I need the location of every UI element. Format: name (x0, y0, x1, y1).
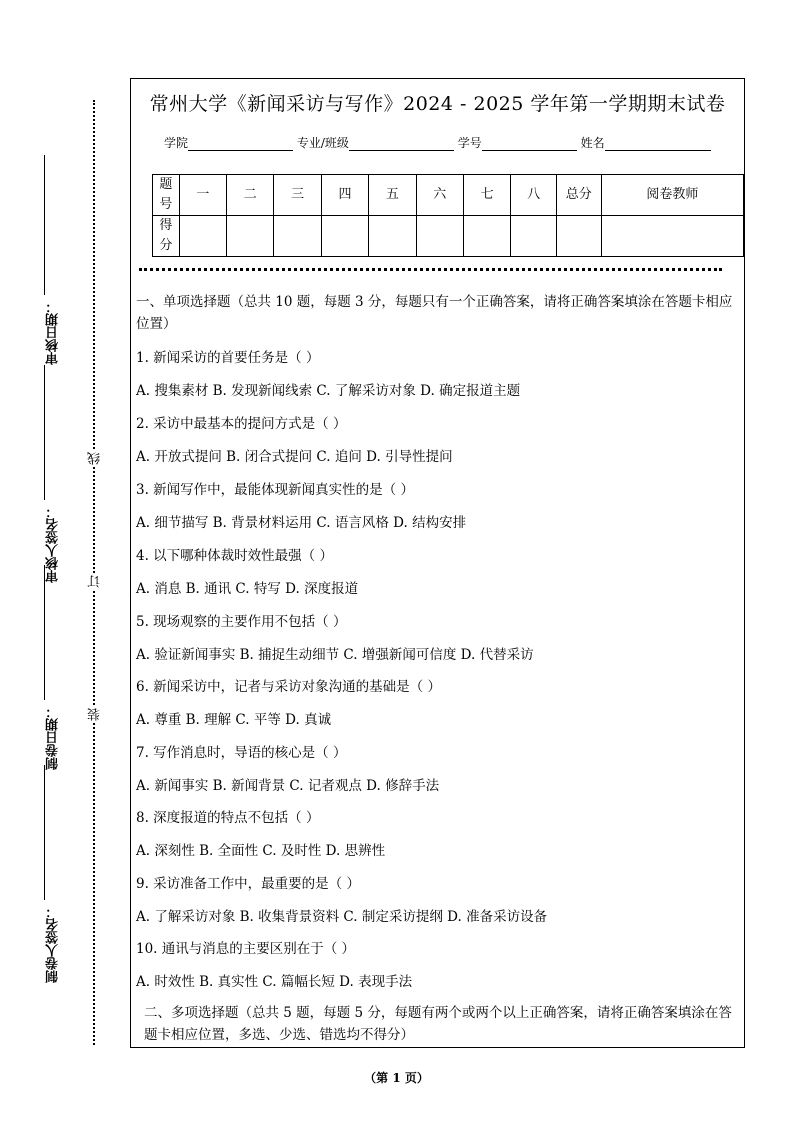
exam-title: 常州大学《新闻采访与写作》2024 - 2025 学年第一学期期末试卷 (149, 93, 726, 115)
major-class-field[interactable] (349, 136, 454, 151)
student-no-label: 学号 (457, 136, 482, 150)
question-3: 3. 新闻写作中，最能体现新闻真实性的是（ ） (136, 482, 414, 498)
options-7: A. 新闻事实 B. 新闻背景 C. 记者观点 D. 修辞手法 (136, 778, 440, 794)
question-4: 4. 以下哪种体裁时效性最强（ ） (136, 548, 333, 564)
separator-dotted-line (139, 268, 722, 271)
student-info-row (164, 134, 711, 151)
maker-date-line (44, 565, 45, 700)
section2-heading: 二、多项选择题（总共 5 题，每题 5 分，每题有两个或两个以上正确答案，请将正确答案填涂在答题卡相应位置，多选、少选、错选均不得分） (144, 1005, 732, 1043)
name-field[interactable] (605, 136, 711, 151)
score-cell[interactable] (416, 216, 463, 257)
reviewer-date-label: 审核日期： (46, 300, 61, 365)
question-2: 2. 采访中最基本的提问方式是（ ） (136, 416, 347, 432)
options-3: A. 细节描写 B. 背景材料运用 C. 语言风格 D. 结构安排 (136, 515, 467, 531)
row-label-score: 得分 (153, 216, 180, 257)
question-7: 7. 写作消息时，导语的核心是（ ） (136, 745, 347, 761)
question-1: 1. 新闻采访的首要任务是（ ） (136, 350, 320, 366)
maker-sign-label: 制卷人签名： (46, 905, 61, 983)
col-6: 六 (416, 175, 463, 216)
question-10: 10. 通讯与消息的主要区别在于（ ） (136, 941, 356, 957)
options-10: A. 时效性 B. 真实性 C. 篇幅长短 D. 表现手法 (136, 974, 413, 990)
row-label-question-no: 题号 (153, 175, 180, 216)
college-field[interactable] (188, 136, 293, 151)
page-number: （第 1 页） (364, 1071, 429, 1085)
options-1: A. 搜集素材 B. 发现新闻线索 C. 了解采访对象 D. 确定报道主题 (136, 383, 521, 399)
options-6: A. 尊重 B. 理解 C. 平等 D. 真诚 (136, 712, 332, 728)
name-label: 姓名 (580, 136, 605, 150)
question-9: 9. 采访准备工作中，最重要的是（ ） (136, 876, 360, 892)
col-8: 八 (511, 175, 557, 216)
binding-char-line: 线 (88, 452, 103, 465)
score-cell[interactable] (511, 216, 557, 257)
student-no-field[interactable] (482, 136, 577, 151)
options-2: A. 开放式提问 B. 闭合式提问 C. 追问 D. 引导性提问 (136, 449, 453, 465)
major-class-label: 专业/班级 (296, 136, 349, 150)
question-6: 6. 新闻采访中，记者与采访对象沟通的基础是（ ） (136, 679, 441, 695)
maker-date-label: 制卷日期： (46, 705, 61, 770)
reviewer-date-line (44, 155, 45, 295)
question-5: 5. 现场观察的主要作用不包括（ ） (136, 614, 347, 630)
exam-paper-frame (130, 78, 745, 1048)
score-cell[interactable] (227, 216, 274, 257)
section1-heading: 一、单项选择题（总共 10 题，每题 3 分，每题只有一个正确答案，请将正确答案填涂在答题卡相应位置） (136, 294, 733, 332)
score-cell[interactable] (274, 216, 321, 257)
score-cell[interactable] (556, 216, 601, 257)
question-8: 8. 深度报道的特点不包括（ ） (136, 810, 320, 826)
score-cell[interactable] (369, 216, 416, 257)
col-7: 七 (463, 175, 510, 216)
score-cell[interactable] (179, 216, 226, 257)
options-5: A. 验证新闻事实 B. 捕捉生动细节 C. 增强新闻可信度 D. 代替采访 (136, 647, 534, 663)
score-cell[interactable] (601, 216, 743, 257)
binding-char-zhuang: 装 (88, 708, 103, 721)
score-cell[interactable] (463, 216, 510, 257)
maker-sign-line (44, 765, 45, 900)
college-label: 学院 (164, 136, 189, 150)
col-1: 一 (179, 175, 226, 216)
options-9: A. 了解采访对象 B. 收集背景资料 C. 制定采访提纲 D. 准备采访设备 (136, 909, 548, 925)
score-cell[interactable] (321, 216, 368, 257)
binding-char-ding: 订 (88, 575, 103, 588)
col-4: 四 (321, 175, 368, 216)
score-table-score-row (153, 216, 744, 257)
options-8: A. 深刻性 B. 全面性 C. 及时性 D. 思辨性 (136, 843, 386, 859)
col-5: 五 (369, 175, 416, 216)
col-total: 总分 (556, 175, 601, 216)
reviewer-sign-line (44, 365, 45, 500)
col-2: 二 (227, 175, 274, 216)
col-3: 三 (274, 175, 321, 216)
col-grader: 阅卷教师 (601, 175, 743, 216)
score-table (152, 174, 744, 257)
reviewer-sign-label: 审核人签名： (46, 505, 61, 583)
options-4: A. 消息 B. 通讯 C. 特写 D. 深度报道 (136, 581, 359, 597)
score-table-header-row (153, 175, 744, 216)
